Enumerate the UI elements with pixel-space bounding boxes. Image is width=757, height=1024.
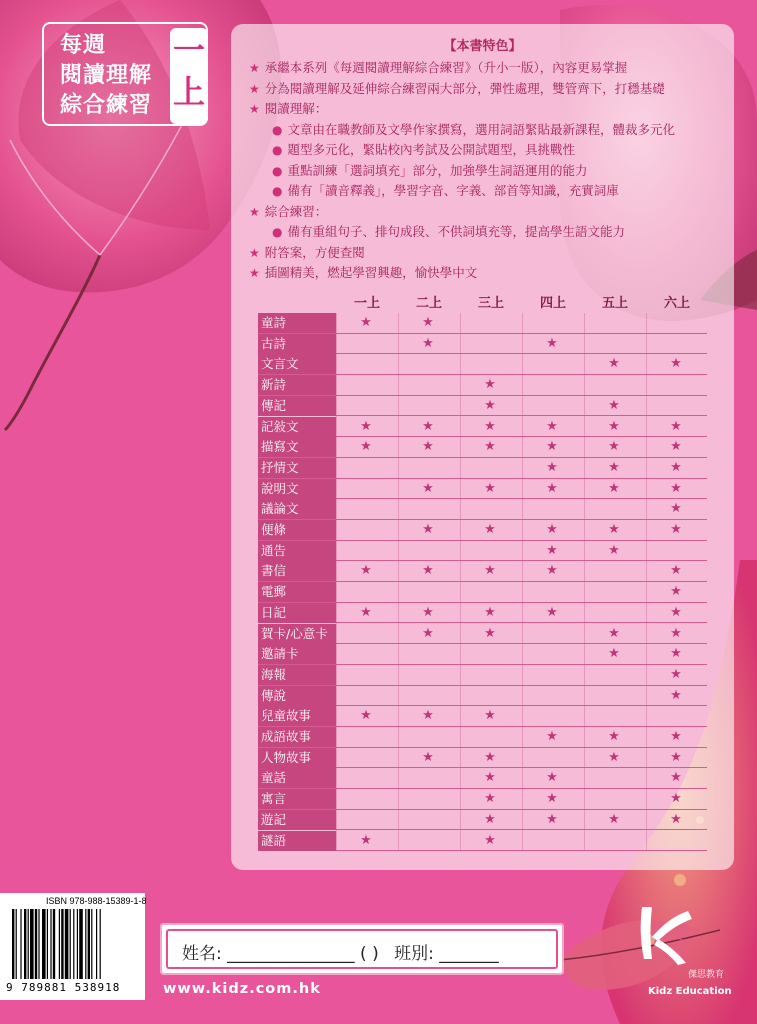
genre-label: 成語故事 — [258, 727, 336, 747]
star-icon: ★ — [422, 749, 434, 765]
feature-item — [272, 222, 625, 240]
name-class-form — [160, 923, 564, 975]
table-row — [258, 499, 707, 520]
star-icon: ★ — [670, 356, 682, 372]
features-heading: 【本書特色】 — [443, 39, 522, 54]
genre-label: 日記 — [258, 603, 336, 623]
feature-item — [249, 79, 665, 97]
genre-label: 賀卡/心意卡 — [258, 624, 336, 644]
star-icon: ★ — [422, 563, 434, 579]
feature-item — [249, 202, 327, 220]
star-icon: ★ — [422, 315, 434, 330]
table-row — [258, 541, 707, 562]
star-icon: ★ — [422, 625, 434, 641]
table-row — [258, 582, 707, 603]
star-icon: ★ — [608, 542, 620, 558]
star-icon: ★ — [360, 418, 372, 434]
feature-text: 插圖精美，燃起學習興趣，愉快學中文 — [264, 265, 478, 280]
bullet-icon: ● — [272, 122, 283, 137]
star-icon: ★ — [546, 335, 558, 351]
genre-label: 抒情文 — [258, 458, 336, 478]
star-icon: ★ — [484, 397, 496, 413]
genre-label: 新詩 — [258, 375, 336, 395]
website-url: www.kidz.com.hk — [163, 981, 321, 997]
table-row — [258, 354, 707, 375]
publisher-english-name: Kidz Education — [648, 986, 732, 997]
isbn-label: ISBN 978-988-15389-1-8 — [46, 896, 147, 906]
feature-item — [272, 181, 619, 199]
genre-label: 說明文 — [258, 479, 336, 499]
name-class-line — [182, 939, 499, 964]
feature-text: 備有「讀音釋義」，學習字音、字義、部首等知識，充實詞庫 — [287, 183, 619, 198]
star-icon: ★ — [670, 584, 682, 600]
table-column-divider — [336, 313, 337, 851]
star-bullet-icon: ★ — [249, 204, 260, 219]
genre-label: 書信 — [258, 561, 336, 581]
star-icon: ★ — [422, 708, 434, 724]
star-icon: ★ — [546, 563, 558, 579]
star-icon: ★ — [546, 770, 558, 786]
genre-label: 邀請卡 — [258, 644, 336, 664]
star-icon: ★ — [484, 708, 496, 724]
feature-item — [272, 161, 588, 179]
table-column-divider — [460, 313, 461, 851]
star-icon: ★ — [546, 418, 558, 434]
genre-label: 傳記 — [258, 396, 336, 416]
star-icon: ★ — [546, 791, 558, 807]
star-bullet-icon: ★ — [249, 81, 260, 96]
table-header-row — [258, 289, 707, 313]
book-title-line-3: 綜合練習 — [60, 93, 153, 118]
logo-text: kidz — [675, 921, 692, 943]
genre-label: 記敍文 — [258, 417, 336, 437]
star-icon: ★ — [360, 563, 372, 579]
star-icon: ★ — [670, 625, 682, 641]
feature-item — [272, 120, 675, 138]
star-icon: ★ — [670, 604, 682, 620]
star-icon: ★ — [360, 832, 372, 848]
star-icon: ★ — [422, 522, 434, 537]
name-label: 姓名: — [182, 944, 222, 964]
star-icon: ★ — [546, 439, 558, 455]
table-row — [258, 520, 707, 541]
grade-column-header: 一上 — [353, 296, 380, 311]
star-icon: ★ — [670, 459, 682, 475]
table-row — [258, 748, 707, 769]
feature-item — [249, 99, 327, 117]
star-icon: ★ — [608, 625, 620, 641]
genre-label: 議論文 — [258, 499, 336, 519]
table-row — [258, 396, 707, 417]
star-icon: ★ — [484, 563, 496, 579]
star-icon: ★ — [422, 335, 434, 351]
star-icon: ★ — [484, 832, 496, 848]
genre-label: 童話 — [258, 768, 336, 788]
book-title-line-1: 每週 — [60, 33, 107, 58]
star-icon: ★ — [608, 418, 620, 434]
bullet-icon: ● — [272, 225, 283, 239]
star-icon: ★ — [484, 625, 496, 641]
feature-text: 附答案，方便查閱 — [264, 244, 365, 260]
star-icon: ★ — [670, 811, 682, 827]
star-icon: ★ — [484, 439, 496, 455]
genre-label: 電郵 — [258, 582, 336, 602]
star-icon: ★ — [670, 729, 682, 744]
book-title-line-2: 閱讀理解 — [60, 63, 153, 88]
feature-item — [249, 243, 365, 261]
feature-text: 綜合練習： — [264, 203, 328, 219]
table-row — [258, 375, 707, 396]
table-column-divider — [398, 313, 399, 851]
feature-text: 分為閱讀理解及延伸綜合練習兩大部分，彈性處理，雙管齊下，打穩基礎 — [264, 80, 665, 96]
star-icon: ★ — [670, 749, 682, 765]
star-icon: ★ — [546, 480, 558, 496]
star-icon: ★ — [608, 729, 620, 744]
star-icon: ★ — [670, 687, 682, 703]
table-row — [258, 624, 707, 645]
table-row — [258, 686, 707, 707]
bullet-icon: ● — [272, 143, 283, 157]
star-icon: ★ — [484, 604, 496, 620]
isbn-number: 9 789881 538918 — [6, 981, 121, 994]
table-row — [258, 561, 707, 582]
table-row — [258, 313, 707, 334]
star-icon: ★ — [422, 604, 434, 620]
grade-badge-char-2: 上 — [172, 73, 205, 111]
feature-text: 題型多元化，緊貼校內考試及公開試題型，具挑戰性 — [287, 142, 575, 157]
class-label: 班別: — [394, 944, 434, 964]
star-icon: ★ — [484, 377, 496, 393]
genre-label: 遊記 — [258, 810, 336, 830]
genre-label: 人物故事 — [258, 748, 336, 768]
bullet-icon: ● — [272, 163, 283, 178]
star-icon: ★ — [608, 522, 620, 537]
star-icon: ★ — [360, 708, 372, 724]
star-icon: ★ — [608, 439, 620, 455]
name-class-form-border — [166, 929, 558, 969]
star-icon: ★ — [484, 480, 496, 496]
grade-column-header: 四上 — [539, 296, 566, 311]
star-icon: ★ — [546, 604, 558, 620]
star-icon: ★ — [670, 418, 682, 434]
star-icon: ★ — [608, 480, 620, 496]
table-row — [258, 810, 707, 831]
star-icon: ★ — [422, 439, 434, 455]
star-icon: ★ — [670, 563, 682, 579]
star-icon: ★ — [608, 749, 620, 765]
star-icon: ★ — [360, 439, 372, 455]
feature-text: 閱讀理解： — [264, 101, 328, 116]
genre-label: 謎語 — [258, 831, 336, 851]
star-icon: ★ — [484, 749, 496, 765]
feature-text: 備有重組句子、排句成段、不供詞填充等，提高學生語文能力 — [287, 224, 625, 239]
class-number-paren[interactable]: ( ) — [360, 944, 379, 964]
star-icon: ★ — [484, 791, 496, 807]
table-column-divider — [584, 313, 585, 851]
star-icon: ★ — [546, 522, 558, 537]
feature-item — [249, 263, 477, 281]
star-icon: ★ — [546, 542, 558, 558]
genre-label: 兒童故事 — [258, 706, 336, 726]
star-icon: ★ — [670, 501, 682, 517]
grade-column-header: 二上 — [415, 296, 442, 311]
table-column-divider — [646, 313, 647, 851]
grade-column-header: 五上 — [601, 296, 628, 311]
table-row — [258, 768, 707, 789]
table-row — [258, 665, 707, 686]
grade-badge — [170, 28, 208, 124]
table-row — [258, 727, 707, 748]
star-icon: ★ — [546, 811, 558, 827]
table-row — [258, 437, 707, 458]
star-bullet-icon: ★ — [249, 266, 260, 280]
star-icon: ★ — [670, 791, 682, 807]
genre-label: 傳說 — [258, 686, 336, 706]
grade-column-header: 三上 — [477, 296, 504, 311]
genre-label: 便條 — [258, 520, 336, 540]
star-icon: ★ — [546, 729, 558, 744]
publisher-chinese-name: 傑思教育 — [688, 970, 725, 980]
star-icon: ★ — [360, 315, 372, 330]
star-icon: ★ — [608, 397, 620, 413]
star-icon: ★ — [670, 522, 682, 537]
star-icon: ★ — [670, 646, 682, 662]
star-icon: ★ — [608, 646, 620, 662]
table-row — [258, 603, 707, 624]
table-row — [258, 644, 707, 665]
star-icon: ★ — [422, 418, 434, 434]
feature-text: 重點訓練「選詞填充」部分，加強學生詞語運用的能力 — [287, 162, 588, 178]
table-row — [258, 479, 707, 500]
star-icon: ★ — [484, 770, 496, 786]
star-icon: ★ — [360, 604, 372, 620]
feature-item — [249, 58, 627, 76]
genre-label: 海報 — [258, 665, 336, 685]
star-icon: ★ — [484, 811, 496, 827]
star-icon: ★ — [484, 418, 496, 434]
table-row — [258, 458, 707, 479]
star-icon: ★ — [546, 459, 558, 475]
grade-badge-char-1: 一 — [172, 31, 205, 69]
table-row — [258, 789, 707, 810]
class-blank[interactable]: _______ — [439, 944, 499, 964]
isbn-barcode-box — [0, 893, 145, 1000]
table-row — [258, 706, 707, 727]
star-icon: ★ — [608, 811, 620, 827]
kidz-logo-icon — [630, 893, 700, 967]
star-icon: ★ — [608, 356, 620, 372]
table-row — [258, 831, 707, 852]
star-icon: ★ — [484, 522, 496, 537]
star-bullet-icon: ★ — [249, 102, 260, 116]
star-bullet-icon: ★ — [249, 61, 260, 75]
star-icon: ★ — [670, 666, 682, 682]
feature-item — [272, 140, 575, 158]
barcode-icon — [10, 909, 138, 981]
table-row — [258, 334, 707, 355]
star-bullet-icon: ★ — [249, 245, 260, 260]
grade-column-header: 六上 — [663, 296, 690, 311]
table-row — [258, 417, 707, 438]
table-column-divider — [522, 313, 523, 851]
star-icon: ★ — [608, 459, 620, 475]
name-blank[interactable]: _______________ — [227, 944, 355, 964]
star-icon: ★ — [670, 770, 682, 786]
feature-text: 文章由在職教師及文學作家撰寫，選用詞語緊貼最新課程，體裁多元化 — [287, 121, 675, 137]
genre-label: 寓言 — [258, 789, 336, 809]
genre-label: 文言文 — [258, 354, 336, 374]
genre-label: 古詩 — [258, 334, 336, 354]
star-icon: ★ — [670, 480, 682, 496]
genre-label: 描寫文 — [258, 437, 336, 457]
bullet-icon: ● — [272, 184, 283, 198]
feature-text: 承繼本系列《每週閱讀理解綜合練習》（升小一版），內容更易掌握 — [264, 60, 628, 75]
star-icon: ★ — [670, 439, 682, 455]
genre-label: 童詩 — [258, 313, 336, 333]
star-icon: ★ — [422, 480, 434, 496]
genre-label: 通告 — [258, 541, 336, 561]
